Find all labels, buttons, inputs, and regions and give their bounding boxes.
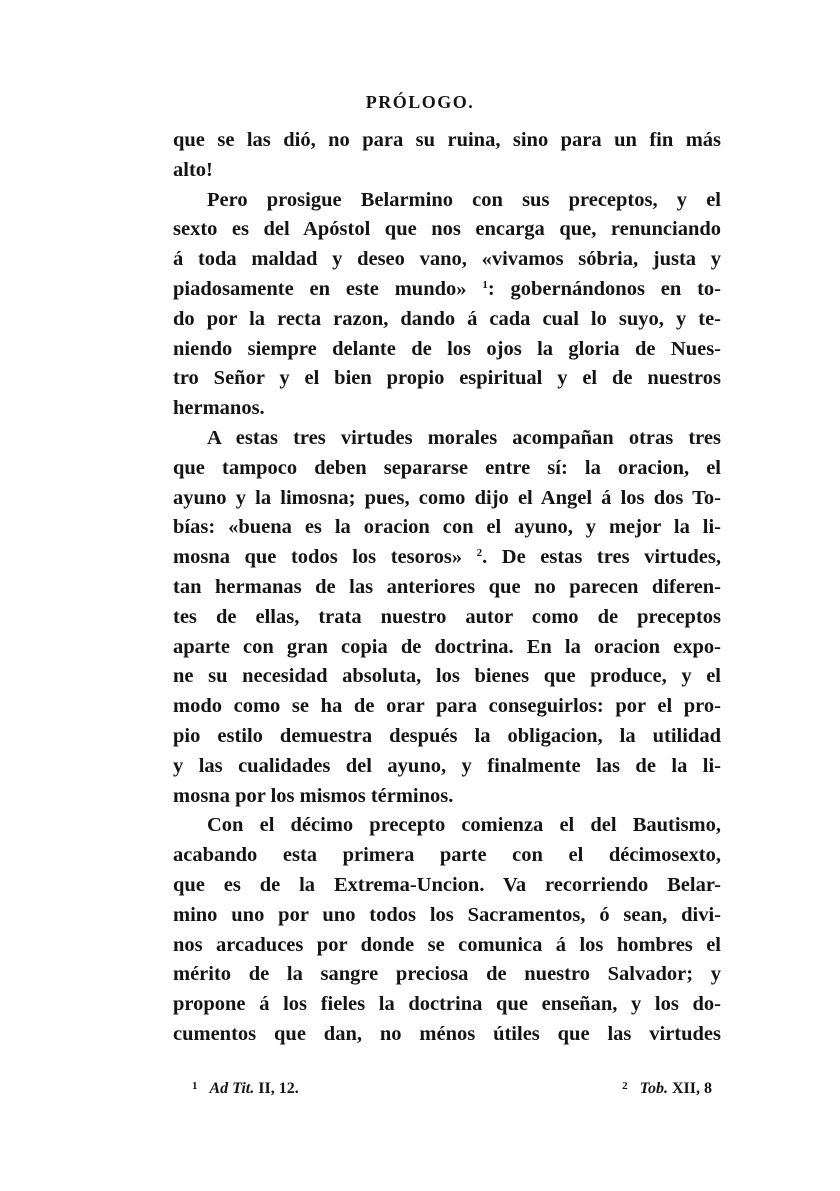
text-line: nos arcaduces por donde se comunica á los hombres el (173, 933, 721, 956)
footnote-locus: XII, 8 (671, 1080, 712, 1097)
text-line-with-note (173, 275, 721, 305)
footnote-source: Ad Tit. (209, 1080, 255, 1097)
note-ref-1: 1 (482, 278, 488, 291)
text-segment: mosna que todos los tesoros» (173, 546, 477, 569)
text-line: propone á los fieles la doctrina que enseñan, y los do- (173, 993, 721, 1016)
text-line: pio estilo demuestra después la obligacion, la utilidad (173, 724, 721, 747)
text-line: á toda maldad y deseo vano, «vivamos sóbria, justa y (173, 248, 721, 271)
text-line: tes de ellas, trata nuestro autor como de preceptos (173, 605, 721, 628)
text-line: mérito de la sangre preciosa de nuestro Salvador; y (173, 963, 721, 986)
footnote-source: Tob. (639, 1080, 668, 1097)
text-segment: . De estas tres virtudes, (482, 546, 721, 569)
text-line: que tampoco deben separarse entre sí: la oracion, el (173, 456, 721, 479)
text-line: A estas tres virtudes morales acompañan otras tres (207, 426, 721, 449)
footnote-locus: II, 12. (258, 1080, 299, 1097)
text-line: do por la recta razon, dando á cada cual lo suyo, y te- (173, 307, 721, 330)
text-line: aparte con gran copia de doctrina. En la oracion expo- (173, 635, 721, 658)
text-line: modo como se ha de orar para conseguirlos: por el pro- (173, 695, 721, 718)
text-line: Con el décimo precepto comienza el del Bautismo, (207, 814, 721, 837)
text-line: que es de la Extrema-Uncion. Va recorriendo Belar- (173, 873, 721, 896)
text-line: que se las dió, no para su ruina, sino para un fin más (173, 129, 721, 151)
footnote-number: 2 (622, 1080, 628, 1092)
text-line: acabando esta primera parte con el décimosexto, (173, 844, 721, 867)
text-line: mino uno por uno todos los Sacramentos, ó sean, divi- (173, 903, 721, 926)
body-text (173, 126, 721, 1050)
text-line: tan hermanas de las anteriores que no parecen diferen- (173, 575, 721, 598)
footnote-number: 1 (192, 1080, 198, 1092)
text-line: ne su necesidad absoluta, los bienes que produce, y el (173, 665, 721, 688)
footnotes (192, 1080, 712, 1098)
text-line: bías: «buena es la oracion con el ayuno, y mejor la li- (173, 516, 721, 539)
text-line: sexto es del Apóstol que nos encarga que, renunciando (173, 218, 721, 241)
note-ref-2: 2 (476, 547, 483, 560)
text-line: y las cualidades del ayuno, y finalmente las de la li- (173, 754, 721, 777)
text-segment: piadosamente en este mundo» (173, 277, 483, 300)
text-line: hermanos. (173, 397, 265, 420)
text-segment: : gobernándonos en to- (487, 277, 721, 300)
text-line: cumentos que dan, no ménos útiles que las virtudes (173, 1022, 721, 1045)
footnote-1 (192, 1080, 299, 1098)
text-line: niendo siempre delante de los ojos la gloria de Nues- (173, 337, 721, 360)
footnote-2 (622, 1080, 712, 1098)
text-line: tro Señor y el bien propio espiritual y el de nuestros (173, 367, 721, 390)
text-line: ayuno y la limosna; pues, como dijo el Angel á los dos To- (173, 486, 721, 509)
text-line: mosna por los mismos términos. (173, 784, 454, 807)
text-line: alto! (173, 158, 213, 181)
text-line: Pero prosigue Belarmino con sus preceptos, y el (207, 188, 721, 211)
page-header: PRÓLOGO. (365, 92, 475, 112)
text-line-with-note (173, 543, 721, 573)
